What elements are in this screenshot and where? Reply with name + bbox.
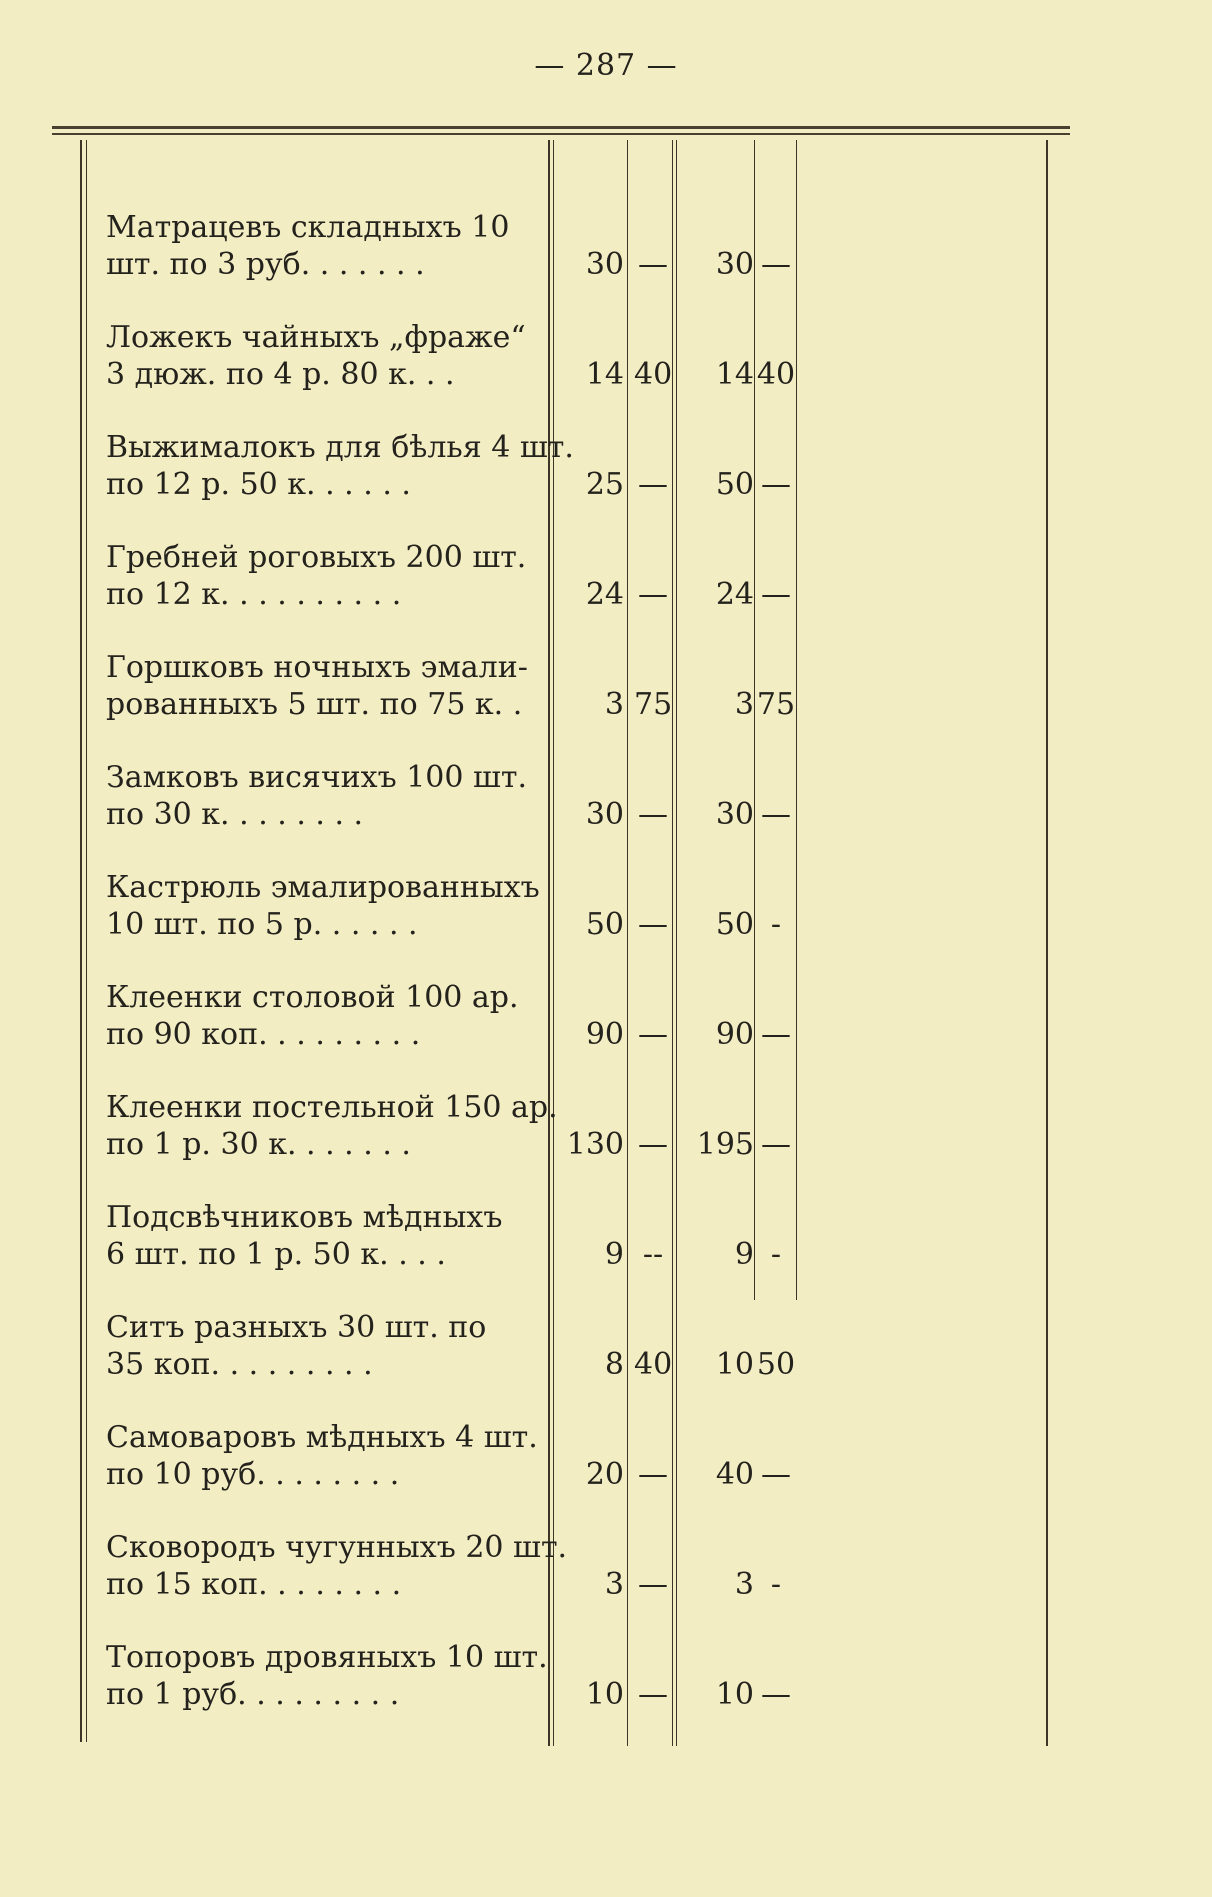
kopecks-2: —: [761, 797, 791, 832]
table-row: [0, 797, 1212, 942]
kopecks-1: 75: [634, 687, 673, 722]
item-description-cont: по 12 к. . . . . . . . . .: [106, 578, 402, 612]
item-description-cont: 6 шт. по 1 р. 50 к. . . .: [106, 1238, 446, 1272]
rubles-2: 30: [715, 247, 754, 282]
rubles-2: 40: [715, 1457, 754, 1492]
table-row: [0, 1347, 1212, 1492]
rubles-2: 50: [715, 907, 754, 942]
item-description: Замковъ висячихъ 100 шт.: [106, 760, 528, 795]
kopecks-1: —: [638, 247, 668, 282]
item-description: Матрацевъ складныхъ 10: [106, 210, 510, 245]
rubles-1: 14: [585, 357, 624, 392]
rubles-1: 3: [604, 1567, 624, 1602]
item-description: Самоваровъ мѣдныхъ 4 шт.: [106, 1420, 538, 1455]
item-description: Ложекъ чайныхъ „фраже“: [106, 320, 526, 355]
kopecks-2: —: [761, 1457, 791, 1492]
kopecks-1: 40: [634, 1347, 673, 1382]
kopecks-1: —: [638, 577, 668, 612]
kopecks-2: —: [761, 467, 791, 502]
item-description: Гребней роговыхъ 200 шт.: [106, 540, 527, 575]
rubles-2: 10: [715, 1677, 754, 1712]
item-description-cont: по 1 руб. . . . . . . . .: [106, 1678, 400, 1712]
item-description-cont: рованныхъ 5 шт. по 75 к. .: [106, 688, 523, 722]
rubles-1: 90: [585, 1017, 624, 1052]
item-description-cont: по 1 р. 30 к. . . . . . .: [106, 1128, 411, 1162]
item-description-cont: 10 шт. по 5 р. . . . . .: [106, 908, 418, 942]
rubles-1: 3: [604, 687, 624, 722]
item-description: Сковородъ чугунныхъ 20 шт.: [106, 1530, 568, 1565]
kopecks-2: —: [761, 247, 791, 282]
top-rule: [52, 126, 1070, 135]
rubles-1: 20: [585, 1457, 624, 1492]
table-row: [0, 1127, 1212, 1272]
item-description: Выжималокъ для бѣлья 4 шт.: [106, 430, 574, 465]
rubles-1: 24: [585, 577, 624, 612]
kopecks-1: —: [638, 1017, 668, 1052]
kopecks-2: -: [770, 1237, 782, 1272]
rubles-2: 3: [734, 687, 754, 722]
item-description-cont: шт. по 3 руб. . . . . . .: [106, 248, 425, 282]
kopecks-1: —: [638, 1457, 668, 1492]
item-description-cont: по 30 к. . . . . . . .: [106, 798, 364, 832]
rubles-1: 130: [566, 1127, 624, 1162]
rubles-2: 30: [715, 797, 754, 832]
item-description-cont: 35 коп. . . . . . . . .: [106, 1348, 373, 1382]
table-row: [0, 467, 1212, 612]
kopecks-1: —: [638, 467, 668, 502]
table-row: [0, 1567, 1212, 1712]
kopecks-1: 40: [634, 357, 673, 392]
rubles-1: 30: [585, 797, 624, 832]
table-row: [0, 1017, 1212, 1162]
kopecks-1: —: [638, 1127, 668, 1162]
item-description-cont: по 12 р. 50 к. . . . . .: [106, 468, 411, 502]
table-row: [0, 140, 1212, 282]
kopecks-2: 75: [756, 687, 796, 722]
rubles-1: 10: [585, 1677, 624, 1712]
table-row: [0, 357, 1212, 502]
item-description: Подсвѣчниковъ мѣдныхъ: [106, 1200, 503, 1235]
rubles-1: 25: [585, 467, 624, 502]
kopecks-2: —: [761, 577, 791, 612]
rubles-2: 3: [734, 1567, 754, 1602]
kopecks-2: —: [761, 1127, 791, 1162]
rubles-2: 10: [715, 1347, 754, 1382]
rubles-1: 50: [585, 907, 624, 942]
rubles-1: 8: [604, 1347, 624, 1382]
kopecks-1: —: [638, 1677, 668, 1712]
kopecks-2: —: [761, 1677, 791, 1712]
kopecks-2: -: [770, 907, 782, 942]
item-description-cont: по 90 коп. . . . . . . . .: [106, 1018, 421, 1052]
kopecks-2: —: [761, 1017, 791, 1052]
rubles-1: 30: [585, 247, 624, 282]
item-description: Клеенки постельной 150 ар.: [106, 1090, 558, 1125]
item-description: Ситъ разныхъ 30 шт. по: [106, 1310, 487, 1345]
item-description: Клеенки столовой 100 ар.: [106, 980, 519, 1015]
kopecks-1: —: [638, 907, 668, 942]
kopecks-1: —: [638, 1567, 668, 1602]
table-row: [0, 247, 1212, 392]
rubles-1: 9: [604, 1237, 624, 1272]
rubles-2: 24: [715, 577, 754, 612]
table-row: [0, 1457, 1212, 1602]
table-row: [0, 687, 1212, 832]
item-description-cont: по 15 коп. . . . . . . .: [106, 1568, 402, 1602]
item-description: Горшковъ ночныхъ эмали-: [106, 650, 528, 685]
item-description-cont: 3 дюж. по 4 р. 80 к. . .: [106, 358, 455, 392]
item-description: Топоровъ дровяныхъ 10 шт.: [106, 1640, 548, 1675]
kopecks-2: -: [770, 1567, 782, 1602]
rubles-2: 50: [715, 467, 754, 502]
kopecks-1: —: [638, 797, 668, 832]
table-row: [0, 907, 1212, 1052]
rubles-2: 9: [734, 1237, 754, 1272]
rubles-2: 195: [696, 1127, 754, 1162]
item-description: Кастрюль эмалированныхъ: [106, 870, 540, 905]
table-row: [0, 577, 1212, 722]
kopecks-2: 40: [756, 357, 796, 392]
kopecks-1: --: [642, 1237, 664, 1272]
page-number: — 287 —: [534, 48, 678, 83]
kopecks-2: 50: [756, 1347, 796, 1382]
rubles-2: 90: [715, 1017, 754, 1052]
item-description-cont: по 10 руб. . . . . . . .: [106, 1458, 400, 1492]
table-row: [0, 1237, 1212, 1382]
rubles-2: 14: [715, 357, 754, 392]
